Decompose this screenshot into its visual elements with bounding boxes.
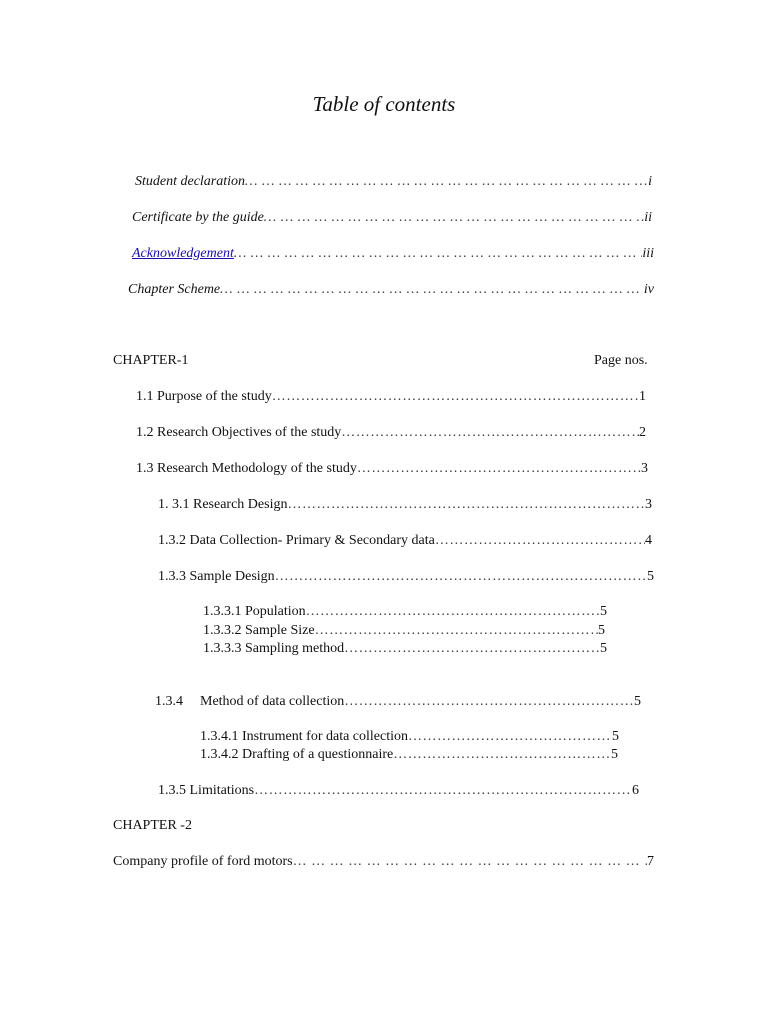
acknowledgement-link[interactable]: Acknowledgement bbox=[132, 246, 234, 261]
leader-dots bbox=[245, 172, 648, 192]
leader-dots bbox=[293, 852, 647, 872]
toc-entry-1-3-3 bbox=[158, 567, 654, 587]
toc-entry-label: Certificate by the guide bbox=[132, 210, 264, 225]
toc-entry-label: Student declaration bbox=[135, 174, 246, 189]
toc-entry-label: Method of data collection bbox=[200, 694, 345, 709]
toc-entry-1-2 bbox=[136, 423, 646, 443]
leader-dots bbox=[254, 781, 632, 801]
chapter-1-heading: CHAPTER-1 bbox=[113, 353, 189, 368]
leader-dots bbox=[287, 495, 645, 515]
toc-entry-page: 5 bbox=[600, 641, 607, 656]
toc-entry-page: iii bbox=[642, 246, 654, 261]
leader-dots bbox=[264, 208, 644, 228]
toc-entry-1-3-1 bbox=[158, 495, 652, 515]
toc-entry-page: 3 bbox=[645, 497, 652, 512]
leader-dots bbox=[275, 567, 647, 587]
toc-entry-label: 1.3.3 Sample Design bbox=[158, 569, 275, 584]
leader-dots bbox=[357, 459, 641, 479]
toc-entry-label: Chapter Scheme bbox=[128, 282, 221, 297]
toc-entry-page: 5 bbox=[612, 729, 619, 744]
toc-entry-page: i bbox=[648, 174, 652, 189]
toc-entry-label: 1.3.5 Limitations bbox=[158, 783, 255, 798]
toc-entry-number: 1.3.4 bbox=[155, 694, 183, 709]
toc-entry-label: 1.3.2 Data Collection- Primary & Secondary data bbox=[158, 533, 435, 548]
leader-dots bbox=[393, 745, 611, 765]
toc-entry-1-3-4 bbox=[155, 692, 641, 712]
chapter-2-heading: CHAPTER -2 bbox=[113, 818, 192, 833]
toc-entry-1-3-3-3 bbox=[203, 639, 607, 659]
toc-entry-label: 1. 3.1 Research Design bbox=[158, 497, 288, 512]
toc-entry-1-3-3-2 bbox=[203, 621, 605, 641]
toc-entry-1-3 bbox=[136, 459, 648, 479]
toc-entry-1-3-3-1 bbox=[203, 602, 607, 622]
leader-dots bbox=[344, 692, 634, 712]
toc-entry-page: 5 bbox=[634, 694, 641, 709]
leader-dots bbox=[272, 387, 639, 407]
toc-entry-label: Company profile of ford motors bbox=[113, 854, 293, 869]
toc-entry-label: 1.3 Research Methodology of the study bbox=[136, 461, 357, 476]
toc-entry-label: 1.1 Purpose of the study bbox=[136, 389, 272, 404]
toc-entry-acknowledgement bbox=[132, 244, 654, 264]
toc-entry-1-3-4-2 bbox=[200, 745, 618, 765]
page-title: Table of contents bbox=[312, 92, 456, 116]
leader-dots bbox=[408, 727, 612, 747]
page-nos-header: Page nos. bbox=[594, 353, 648, 368]
toc-entry-label: 1.3.3.2 Sample Size bbox=[203, 623, 315, 638]
toc-entry-1-3-2 bbox=[158, 531, 652, 551]
leader-dots bbox=[341, 423, 639, 443]
toc-entry-page: 5 bbox=[600, 604, 607, 619]
toc-entry-page: 5 bbox=[598, 623, 605, 638]
toc-entry-page: 7 bbox=[647, 854, 654, 869]
toc-entry-page: 4 bbox=[645, 533, 652, 548]
toc-entry-1-1 bbox=[136, 387, 646, 407]
toc-entry-page: 1 bbox=[639, 389, 646, 404]
toc-entry-label: 1.2 Research Objectives of the study bbox=[136, 425, 342, 440]
toc-entry-label: 1.3.4.2 Drafting of a questionnaire bbox=[200, 747, 394, 762]
leader-dots bbox=[344, 639, 600, 659]
leader-dots bbox=[306, 602, 600, 622]
toc-entry-page: 3 bbox=[641, 461, 648, 476]
toc-entry-page: ii bbox=[644, 210, 652, 225]
toc-entry-label: 1.3.3.1 Population bbox=[203, 604, 306, 619]
toc-entry-chapter-scheme bbox=[128, 280, 654, 300]
toc-entry-page: iv bbox=[643, 282, 654, 297]
toc-entry-page: 5 bbox=[611, 747, 618, 762]
leader-dots bbox=[234, 244, 642, 264]
leader-dots bbox=[220, 280, 644, 300]
toc-entry-page: 2 bbox=[639, 425, 646, 440]
toc-entry-company-profile bbox=[113, 852, 654, 872]
toc-entry-certificate bbox=[132, 208, 652, 228]
leader-dots bbox=[315, 621, 598, 641]
toc-entry-student-declaration bbox=[135, 172, 652, 192]
toc-entry-1-3-4-1 bbox=[200, 727, 619, 747]
toc-entry-page: 6 bbox=[632, 783, 639, 798]
leader-dots bbox=[435, 531, 645, 551]
toc-entry-page: 5 bbox=[647, 569, 654, 584]
toc-entry-label: 1.3.4.1 Instrument for data collection bbox=[200, 729, 408, 744]
toc-entry-1-3-5 bbox=[158, 781, 639, 801]
toc-entry-label: 1.3.3.3 Sampling method bbox=[203, 641, 345, 656]
